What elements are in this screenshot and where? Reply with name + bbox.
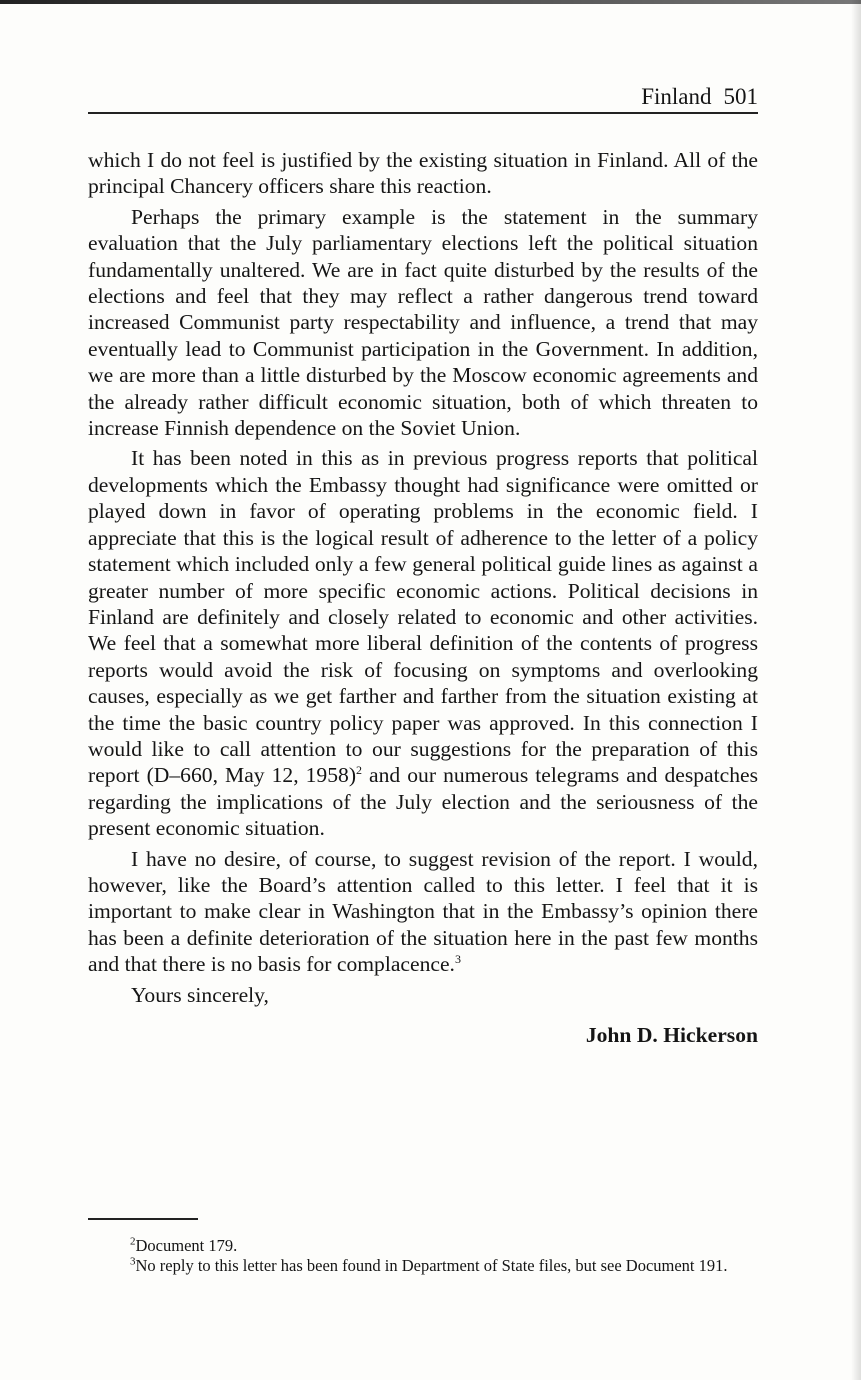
paragraph-3-text-a: It has been noted in this as in previous progress reports that political developments which the Embassy thought had significance were omitted or played down in favor of operating problems in the economic field. I appreciate that this is the logical result of adherence to the letter of a policy statement which included only a few general political guide lines as against a greater number of more specific economic actions. Political decisions in Finland are definitely and closely related to economic and other activities. We feel that a somewhat more liberal definition of the contents of progress reports would avoid the risk of focusing on symptoms and overlooking causes, especially as we get farther and farther from the situation existing at the time the basic country policy paper was approved. In this connection I would like to call attention to our suggestions for the preparation of this report (D–660, May 12, 1958) <box>88 446 758 788</box>
signature: John D. Hickerson <box>585 1023 758 1047</box>
footnote-marker-3: 3 <box>130 1255 136 1268</box>
paragraph-1: which I do not feel is justified by the existing situation in Finland. All of the principal Chancery officers share this reaction. <box>88 148 758 199</box>
footnote-2 <box>88 1236 758 1256</box>
footnote-divider <box>88 1218 198 1220</box>
footnote-2-text: Document 179. <box>135 1236 238 1255</box>
footnote-marker-2: 2 <box>130 1235 136 1248</box>
paragraph-3 <box>88 445 758 841</box>
paragraph-3-text-b: and our numerous telegrams and despatches regarding the implications of the July election and the seriousness of the present economic situation. <box>88 763 758 841</box>
page-right-edge-shadow <box>851 0 861 1380</box>
paragraph-4-text: I have no desire, of course, to suggest revision of the report. I would, however, like the Board’s attention called to this letter. I feel that it is important to make clear in Washington that in the Embassy’s opinion there has been a definite deterioration of the situation here in the past few months and that there is no basis for complacence. <box>88 846 758 977</box>
footnotes <box>88 1236 758 1276</box>
footnote-ref-2: 2 <box>356 763 363 778</box>
running-head-title: Finland <box>641 84 712 109</box>
page-number: 501 <box>723 84 758 109</box>
paragraph-2: Perhaps the primary example is the statement in the summary evaluation that the July parliamentary elections left the political situation fundamentally unaltered. We are in fact quite disturbed by the results of the elections and feel that they may reflect a rather dangerous trend toward increased Communist party respectability and influence, a trend that may eventually lead to Communist participation in the Government. In addition, we are more than a little disturbed by the Moscow economic agreements and the already rather difficult economic situation, both of which threaten to increase Finnish dependence on the Soviet Union. <box>88 204 758 441</box>
paragraph-4 <box>88 846 758 978</box>
closing-salutation: Yours sincerely, <box>131 982 269 1007</box>
footnote-3 <box>88 1256 758 1276</box>
footnote-ref-3: 3 <box>454 952 461 966</box>
running-header <box>88 82 758 114</box>
page-top-edge <box>0 0 861 4</box>
footnote-3-text: No reply to this letter has been found in Department of State files, but see Document 191. <box>135 1256 728 1275</box>
letter-body <box>88 147 758 1048</box>
